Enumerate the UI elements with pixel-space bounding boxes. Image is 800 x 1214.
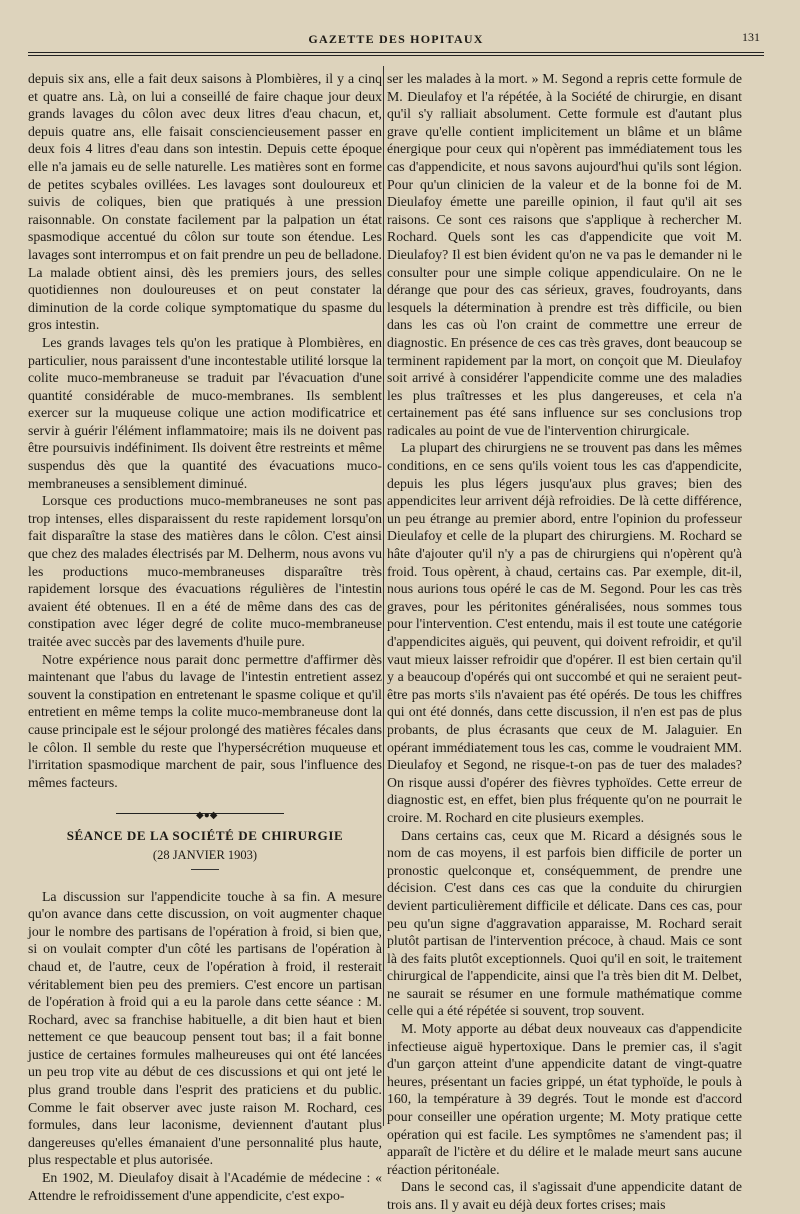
right-column bbox=[387, 70, 742, 1214]
paragraph: Notre expérience nous parait donc permettre d'affirmer dès maintenant que l'abus du lavage de l'intestin entretient assez souvent la constipation en entretenant le spasme colique et qu'il entretient en même temps la colite muco-membraneuse dont la cause principale est le séjour prolongé des matières fécales dans le côlon. Il semble du reste que l'hypersécrétion muqueuse et l'irritation spasmodique marchent de pair, sous l'influence des mêmes facteurs. bbox=[28, 651, 382, 790]
paragraph: La discussion sur l'appendicite touche à sa fin. A mesure qu'on avance dans cette discussion, on voit augmenter chaque jour le nombre des partisans de l'opération à froid, si bien que, si on voulait compter d'un côté les partisans de l'opération à chaud et, de l'autre, ceux de l'opération à froid, il resterait véritablement bien peu des premiers. C'est encore un partisan de l'opération à froid qui a eu la parole dans cette séance : M. Rochard, avec sa franchise habituelle, a dit bien haut et bien nettement ce que beaucoup pensent tout bas; il a fait bonne justice de certaines formules malheureuses qui ont été lancées un peu trop vite au début de ces discussions et qui ont jeté le plus grand trouble dans l'esprit des praticiens et du public. Comme le fait observer avec juste raison M. Rochard, ces formules, dans leur laconisme, deviennent d'autant plus dangereuses qu'elles émanaient d'une personnalité plus haute, plus respectable et plus autorisée. bbox=[28, 888, 382, 1168]
separator-ornament-icon: ◆●◆ bbox=[196, 810, 218, 822]
header-rule bbox=[28, 52, 764, 53]
paragraph: Dans certains cas, ceux que M. Ricard a désignés sous le nom de cas moyens, il est parfois bien difficile de porter un pronostic quelconque et, conséquemment, de prendre une décision. C'est dans ces cas que la conduite du chirurgien devient particulièrement difficile et délicate. Dans ces cas, pour peu qu'un signe d'aggravation apparaisse, M. Rochard serait plutôt partisan de l'intervention précoce, à chaud. Mais ce sont là des faits plutôt exceptionnels. Quoi qu'il en soit, le traitement chirurgical de l'appendicite, ainsi que l'a très bien dit M. Delbet, ne saurait se résumer en une formule mathématique comme celle qui a été répétée si souvent, trop souvent. bbox=[387, 827, 742, 1019]
paragraph: Dans le second cas, il s'agissait d'une appendicite datant de trois ans. Il y avait eu déjà deux fortes crises; mais bbox=[387, 1179, 742, 1212]
left-column bbox=[28, 70, 382, 1204]
publication-title: GAZETTE DES HOPITAUX bbox=[308, 32, 484, 46]
section-date: (28 JANVIER 1903) bbox=[152, 847, 258, 862]
short-rule bbox=[191, 869, 219, 870]
section-title: SÉANCE DE LA SOCIÉTÉ DE CHIRURGIE bbox=[66, 828, 344, 844]
paragraph: Les grands lavages tels qu'on les pratique à Plombières, en particulier, nous paraissent d'une incontestable utilité lorsque la colite muco-membraneuse se traduit par l'évacuation d'une quantité considérable de muco-membranes. Ils semblent exercer sur la muqueuse colique une action modificatrice et servir à guérir l'élément inflammatoire; mais ils ne doivent pas être poursuivis indéfiniment. Ils doivent être restreints et même suspendus dès que la quantité des évacuations muco-membraneuses a sensiblement diminué. bbox=[28, 334, 382, 491]
page-number: 131 bbox=[742, 30, 760, 44]
section-separator bbox=[28, 807, 382, 821]
paragraph: M. Moty apporte au débat deux nouveaux cas d'appendicite infectieuse aiguë hypertoxique. Dans le premier cas, il s'agit d'un garçon atteint d'une appendicite datant de vingt-quatre heures, présentant un facies grippé, un état typhoïde, le pouls à 160, la température à 39 degrés. Tout le monde est d'accord pour conseiller une opération urgente; M. Moty pratique cette opération qui est facile. Les symptômes ne s'amendent pas; il apparaît de l'ictère et du délire et le malade meurt sans aucune réaction péritonéale. bbox=[387, 1021, 742, 1177]
paragraph: ser les malades à la mort. » M. Segond a repris cette formule de M. Dieulafoy et l'a répétée, à la Société de chirurgie, en disant qu'il s'y ralliait absolument. Cette formule est d'autant plus grave qu'elle contient implicitement un blâme et un blâme énergique pour ceux qui n'opèrent pas immédiatement tous les cas d'appendicite, et nous savons aujourd'hui qu'ils sont légion. Pour qu'un clinicien de la valeur et de la bonne foi de M. Dieulafoy émette une pareille opinion, il faut qu'il ait ses raisons. Ce sont ces raisons que s'applique à rechercher M. Rochard. Quels sont les cas d'appendicite que voit M. Dieulafoy? Il est bien évident qu'on ne va pas le demander ni le consulter pour une simple colique appendiculaire. On ne le dérange que pour des cas sérieux, graves, foudroyants, dans lesquels la détermination à prendre est très difficile, ou bien dans les cas où l'on craint de commettre une erreur de diagnostic. En présence de ces cas très graves, dont beaucoup se terminent rapidement par la mort, on conçoit que M. Dieulafoy soit arrivé à considérer l'appendicite comme une des maladies les plus traîtresses et les plus dangereuses, et cela n'a certainement pas été sans influence sur ses conclusions trop radicales au point de vue de l'intervention chirurgicale. bbox=[387, 71, 742, 438]
header-rule-double bbox=[28, 55, 764, 56]
paragraph: depuis six ans, elle a fait deux saisons à Plombières, il y a cinq et quatre ans. Là, on lui a conseillé de faire chaque jour deux grands lavages du côlon avec deux litres d'eau chacun, et, depuis quatre ans, elle faisait consciencieusement passer en deux fois 4 litres d'eau dans son intestin. Depuis cette époque elle n'a jamais eu de selle naturelle. Les matières sont en forme de petites scybales ovillées. Les lavages sont douloureux et suivis de coliques, bien que pratiqués à une pression raisonnable. On constate facilement par la palpation un état spasmodique accentué du côlon sur toute son étendue. Les lavages sont interrompus et on fait prendre un peu de belladone. La malade obtient ainsi, dès les premiers jours, des selles quotidiennes non douloureuses et on peut constater la diminution de la corde colique symptomatique du spasme du gros intestin. bbox=[28, 71, 382, 333]
paragraph: La plupart des chirurgiens ne se trouvent pas dans les mêmes conditions, en ce sens qu'ils voient tous les cas d'appendicite, depuis les plus légers jusqu'aux plus graves; bien des appendicites leur arrivent déjà refroidies. De là cette différence, un peu étrange au premier abord, entre l'opinion du professeur Dieulafoy et celle de la plupart des chirurgiens. M. Rochard se hâte d'ajouter qu'il n'y a pas de chirurgiens qui n'opèrent qu'à froid. Tous opèrent, à chaud, certains cas. Par exemple, dit-il, nous aurions tous opéré le cas de M. Segond. Pour les cas très graves, pour les péritonites généralisées, nous sommes tous pour l'intervention. C'est entendu, mais il est toute une catégorie d'appendicites aiguës, qui peuvent, qui doivent refroidir, et qu'il vaut mieux laisser refroidir que d'opérer. Il est bien certain qu'il y a beaucoup d'opérés qui ont succombé et qui ne seraient peut-être pas morts s'ils n'avaient pas été opérés. De tous les chiffres qui ont été donnés, dans cette discussion, il n'en est pas de plus probants, de plus écrasants que ceux de M. Jalaguier. En opérant immédiatement tous les cas, comme le voudraient MM. Dieulafoy et Segond, ne risque-t-on pas de tuer des malades? On risque aussi d'opérer des fièvres typhoïdes. Cette erreur de diagnostic est, en effet, bien plus fréquente qu'on ne pourrait le croire. M. Rochard en cite plusieurs exemples. bbox=[387, 440, 742, 825]
column-divider bbox=[383, 66, 384, 1126]
paragraph: Lorsque ces productions muco-membraneuses ne sont pas trop intenses, elles disparaissent du reste rapidement lorsqu'on fait disparaître la stase des matières dans le côlon. C'est ainsi que chez des malades électrisés par M. Delherm, nous avons vu les productions muco-membraneuses disparaître très rapidement lorsque des évacuations régulières de l'intestin avaient été obtenues. Il en a été de même dans des cas de constipation avec léger degré de colite muco-membraneuse traitée avec succès par des lavements d'huile pure. bbox=[28, 493, 382, 649]
paragraph: En 1902, M. Dieulafoy disait à l'Académie de médecine : « Attendre le refroidissement d'une appendicite, c'est expo- bbox=[28, 1170, 382, 1203]
